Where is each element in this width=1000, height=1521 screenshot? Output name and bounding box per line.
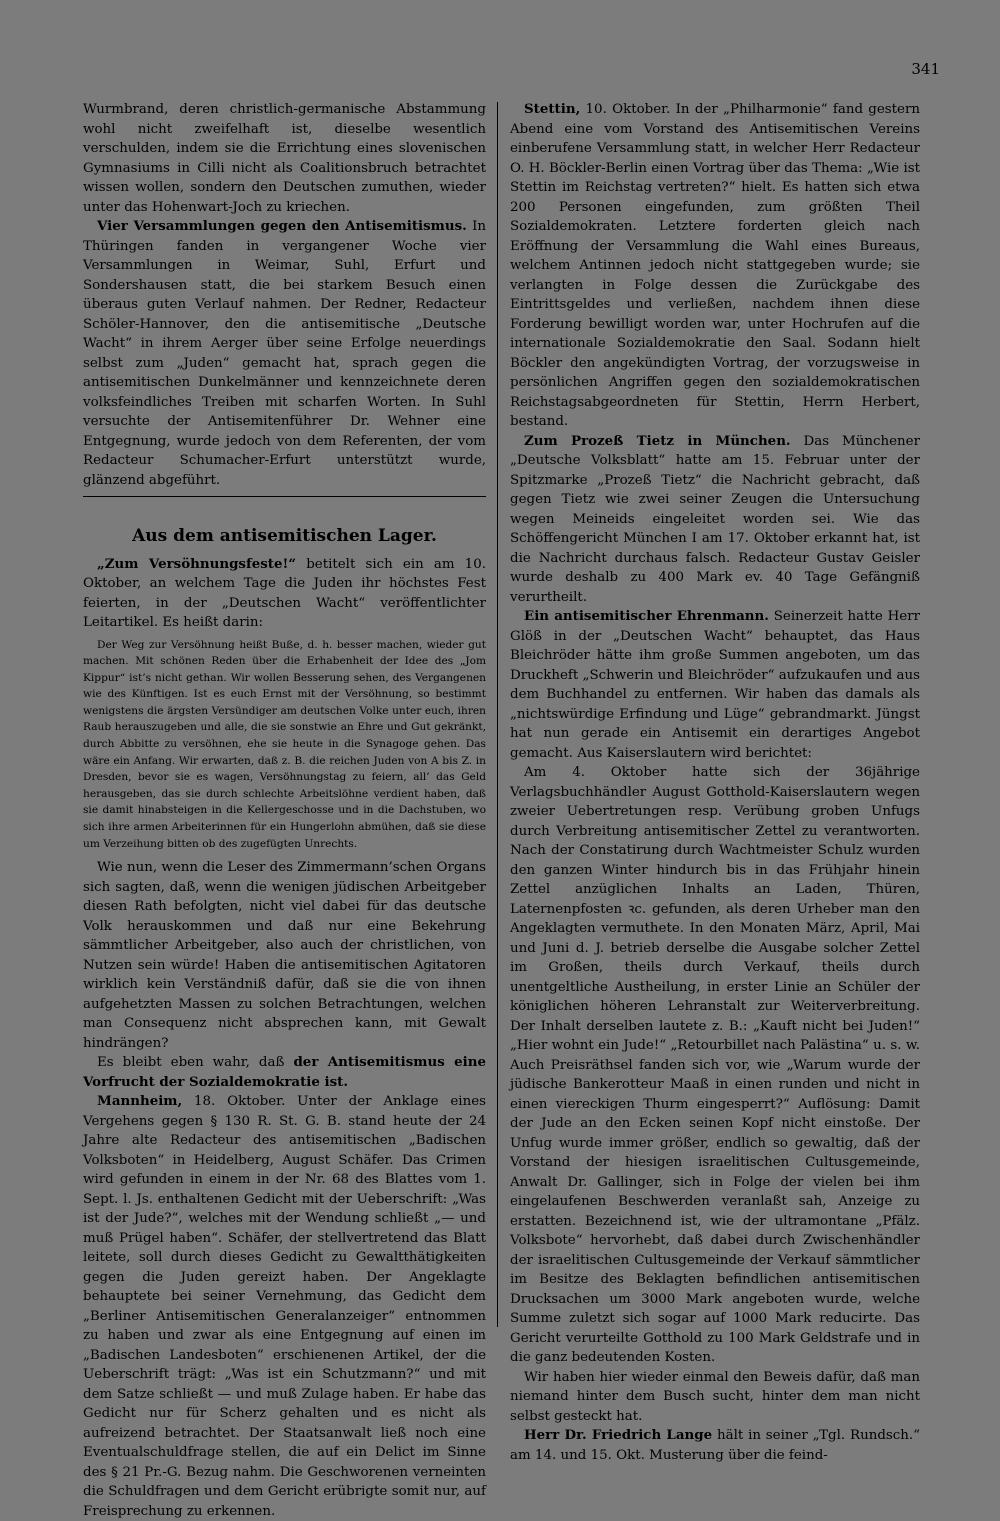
article-heading: Herr Dr. Friedrich Lange (524, 1427, 713, 1443)
paragraph-commentary: Wie nun, wenn die Leser des Zimmermann’schen Organs sich sagten, daß, wenn die wenigen jüdischen Arbeitgeber diesen Rath befolgten, nicht viel dabei für das deutsche Volk herauskommen und daß nur eine Bekehrung sämmtlicher Arbeitgeber, also auch der christlichen, von Nutzen sein würde! Haben die antisemitischen Agitatoren wirklich kein Verständniß dafür, daß sie die von ihnen aufgehetzten Massen zu solchen Betrachtungen, welchen man Consequenz nicht absprechen kann, mit Gewalt hindrängen? (83, 860, 486, 1051)
conclusion-emphasis: der Antisemitismus eine Vorfrucht der Sozialdemokratie ist. (83, 1054, 486, 1090)
article-heading: Ein antisemitischer Ehrenmann. (524, 608, 769, 624)
paragraph-conclusion (83, 1053, 486, 1092)
article-heading: Stettin, (524, 101, 581, 117)
page-number: 341 (911, 60, 940, 78)
paragraph-gotthold: Am 4. Oktober hatte sich der 36jährige Verlagsbuchhändler August Gotthold-Kaiserslautern wegen zweier Uebertretungen resp. Verübung groben Unfugs durch Verbreitung antisemitischer Zettel zu verantworten. Nach der Constatirung durch Wachtmeister Schulz wurden den ganzen Winter hindurch bis in das Frühjahr hinein Zettel anzüglichen Inhalts an Laden, Thüren, Laternenpfosten ꝛc. gefunden, als deren Urheber man den Angeklagten vermuthete. In den Monaten März, April, Mai und Juni d. J. betrieb derselbe die Ausgabe solcher Zettel im Großen, theils durch Verkauf, theils durch unentgeltliche Austheilung, in erster Linie an Schüler der königlichen höheren Lehranstalt zur Weiterverbreitung. Der Inhalt derselben lautete z. B.: „Kauft nicht bei Juden!“ „Hier wohnt ein Jude!“ „Retourbillet nach Palästina“ u. s. w. Auch Preisräthsel fanden sich vor, wie „Warum wurde der jüdische Bankerotteur Maaß in einen runden und nicht in einen viereckigen Thurm eingesperrt?“ Auflösung: Damit der Jude an den Ecken seinen Kopf nicht einstoße. Der Unfug wurde immer größer, endlich so gewaltig, daß der Vorstand der hiesigen israelitischen Cultusgemeinde, Anwalt Dr. Gallinger, sich in Folge der vielen bei ihm eingelaufenen Beschwerden veranlaßt sah, Anzeige zu erstatten. Bezeichnend ist, wie der ultramontane „Pfälz. Volksbote“ hervorhebt, daß dabei durch Zwischenhändler der israelitischen Cultusgemeinde der Verkauf sämmtlicher im Besitze des Beklagten befindlichen antisemitischen Drucksachen um 3000 Mark angeboten wurde, welche Summe zuletzt sich sogar auf 1000 Mark reducirte. Das Gericht verurteilte Gotthold zu 100 Mark Geldstrafe und in die ganz bedeutenden Kosten. (510, 765, 920, 1365)
article-body: 10. Oktober. In der „Philharmonie“ fand gestern Abend eine vom Vorstand des Antisemitischen Vereins einberufene Versammlung statt, in welcher Herr Redacteur O. H. Böckler-Berlin einen Vortrag über das Thema: „Wie ist Stettin im Reichstag vertreten?“ hielt. Es hatten sich etwa 200 Personen eingefunden, zum größten Theil Sozialdemokraten. Letztere forderten gleich nach Eröffnung der Versammlung die Wahl eines Bureaus, welchem Antinnen jedoch nicht stattgegeben wurde; sie verlangten in Folge dessen die Zurückgabe des Eintrittsgeldes und verließen, nachdem ihnen diese Forderung bewilligt worden war, unter Hochrufen auf die internationale Sozialdemokratie den Saal. Sodann hielt Böckler den angekündigten Vortrag, der vorzugsweise in persönlichen Angriffen gegen den sozialdemokratischen Reichstagsabgeordneten für Stettin, Herrn Herbert, bestand. (510, 102, 920, 429)
article-body: betitelt sich ein am 10. Oktober, an welchem Tage die Juden ihr höchstes Fest feierten, in der „Deutschen Wacht“ veröffentlichter Leitartikel. Es heißt darin: (83, 556, 486, 630)
paragraph-wurmbrand: Wurmbrand, deren christlich-germanische Abstammung wohl nicht zweifelhaft ist, dieselbe wesentlich verschulden, indem sie die Errichtung eines slovenischen Gymnasiums in Cilli nicht als Coalitionsbruch betrachtet wissen wollen, sondern den Deutschen zumuthen, wieder unter das Hohenwart-Joch zu kriechen. (83, 102, 486, 215)
article-heading: Vier Versammlungen gegen den Antisemitismus. (97, 218, 467, 234)
article-heading: Mannheim, (97, 1093, 183, 1110)
article-stettin (510, 100, 920, 432)
left-column (83, 100, 487, 1519)
right-column (510, 100, 920, 1463)
paragraph-beweis: Wir haben hier wieder einmal den Beweis dafür, daß man niemand hinter dem Busch sucht, hinter dem man nicht selbst gesteckt hat. (510, 1369, 920, 1424)
article-versoehnungsfeste (83, 555, 486, 633)
article-body: Das Münchener „Deutsche Volksblatt“ hatte am 15. Februar unter der Spitzmarke „Prozeß Tietz“ die Nachricht gebracht, daß gegen Tietz wie zwei seiner Zeugen die Untersuchung wegen Meineids eingeleitet worden sei. Wie das Schöffengericht München I am 17. Oktober erkannt hat, ist die Nachricht durchaus falsch. Redacteur Gustav Geisler wurde deshalb zu 400 Mark ev. 40 Tage Gefängniß verurtheilt. (510, 433, 920, 605)
article-body: 18. Oktober. Unter der Anklage eines Vergehens gegen § 130 R. St. G. B. stand heute der 24 Jahre alte Redacteur des antisemitischen „Badischen Volksboten“ in Heidelberg, August Schäfer. Das Crimen wird gefunden in einem in der Nr. 68 des Blattes vom 1. Sept. l. Js. enthaltenen Gedicht mit der Ueberschrift: „Was ist der Jude?“, welches mit der Wendung schließt „— und muß Prügel haben“. Schäfer, der stellvertretend das Blatt leitete, soll durch dieses Gedicht zu Gewaltthätigkeiten gegen die Juden gereizt haben. Der Angeklagte behauptete bei seiner Vernehmung, das Gedicht dem „Berliner Antisemitischen Generalanzeiger“ entnommen zu haben und zwar als eine Entgegnung auf einen im „Badischen Landesboten“ erschienenen Artikel, der die Ueberschrift trägt: „Was ist ein Schutzmann?“ und mit dem Satze schließt — und muß Zulage haben. Er habe das Gedicht nur für Scherz gehalten und es nicht als aufreizend betrachtet. Der Staatsanwalt ließ noch eine Eventualschuldfrage stellen, die auf ein Delict im Sinne des § 21 Pr.-G. Bezug nahm. Die Geschworenen verneinten die Schuldfragen und dem Gericht erübrigte somit nur, auf Freisprechung zu erkennen. (83, 1094, 486, 1519)
article-body: In Thüringen fanden in vergangener Woche vier Versammlungen in Weimar, Suhl, Erfurt und Sondershausen statt, die bei starkem Besuch einen überaus guten Verlauf nahmen. Der Redner, Redacteur Schöler-Hannover, den die antisemitische „Deutsche Wacht“ in ihrem Aerger über seine Erfolge neuerdings selbst zum „Juden“ gemacht hat, sprach gegen die antisemitischen Dunkelmänner und kennzeichnete deren volksfeindliches Treiben mit scharfen Worten. In Suhl versuchte der Antisemitenführer Dr. Wehner eine Entgegnung, wurde jedoch von dem Referenten, der vom Redacteur Schumacher-Erfurt unterstützt wurde, glänzend abgeführt. (83, 219, 487, 488)
article-mannheim (83, 1092, 486, 1521)
article-heading: „Zum Versöhnungsfeste!“ (97, 555, 297, 572)
article-prozess-tietz (510, 432, 920, 608)
column-divider (497, 102, 498, 1327)
section-rule (83, 496, 486, 497)
article-heading: Zum Prozeß Tietz in München. (524, 432, 791, 449)
quoted-passage: Der Weg zur Versöhnung heißt Buße, d. h. besser machen, wieder gut machen. Mit schönen Reden über die Erhabenheit der Idee des „Jom Kippur“ ist’s nicht gethan. Wir wollen Besserung sehen, des Vergangenen wie des Künftigen. Ist es euch Ernst mit der Versöhnung, so bestimmt wenigstens die ärgsten Versündiger am deutschen Volke unter euch, ihren Raub herauszugeben und alle, die sie sonstwie an Ehre und Gut gekränkt, durch Abbitte zu versöhnen, ehe sie heute in die Synagoge gehen. Das wäre ein Anfang. Wir erwarten, daß z. B. die reichen Juden von A bis Z. in Dresden, bevor sie es wagen, Versöhnungstag zu feiern, all’ das Geld herausgeben, das sie durch schlechte Arbeitslöhne verdient haben, daß sie damit hinabsteigen in die Kellergeschosse und in die Dachstuben, wo sich ihre armen Arbeiterinnen für ein Hungerlohn abmühen, daß sie diese um Verzeihung bitten ob des zugefügten Unrechts. (83, 638, 486, 850)
section-title: Aus dem antisemitischen Lager. (132, 526, 437, 546)
article-ehrenmann (510, 607, 920, 763)
article-body: hält in seiner „Tgl. Rundsch.“ am 14. und 15. Okt. Musterung über die feind- (510, 1428, 920, 1463)
article-lange (510, 1426, 920, 1465)
article-body: Seinerzeit hatte Herr Glöß in der „Deutschen Wacht“ behauptet, das Haus Bleichröder hätte ihm große Summen angeboten, um das Druckheft „Schwerin und Bleichröder“ aufzukaufen und aus dem Buchhandel zu entfernen. Wir haben das damals als „nichtswürdige Erfindung und Lüge“ gebrandmarkt. Jüngst hat nun gerade ein Antisemit ein derartiges Angebot gemacht. Aus Kaiserslautern wird berichtet: (510, 609, 920, 761)
article-versammlungen (83, 217, 486, 490)
conclusion-lead: Es bleibt eben wahr, daß (97, 1055, 285, 1071)
